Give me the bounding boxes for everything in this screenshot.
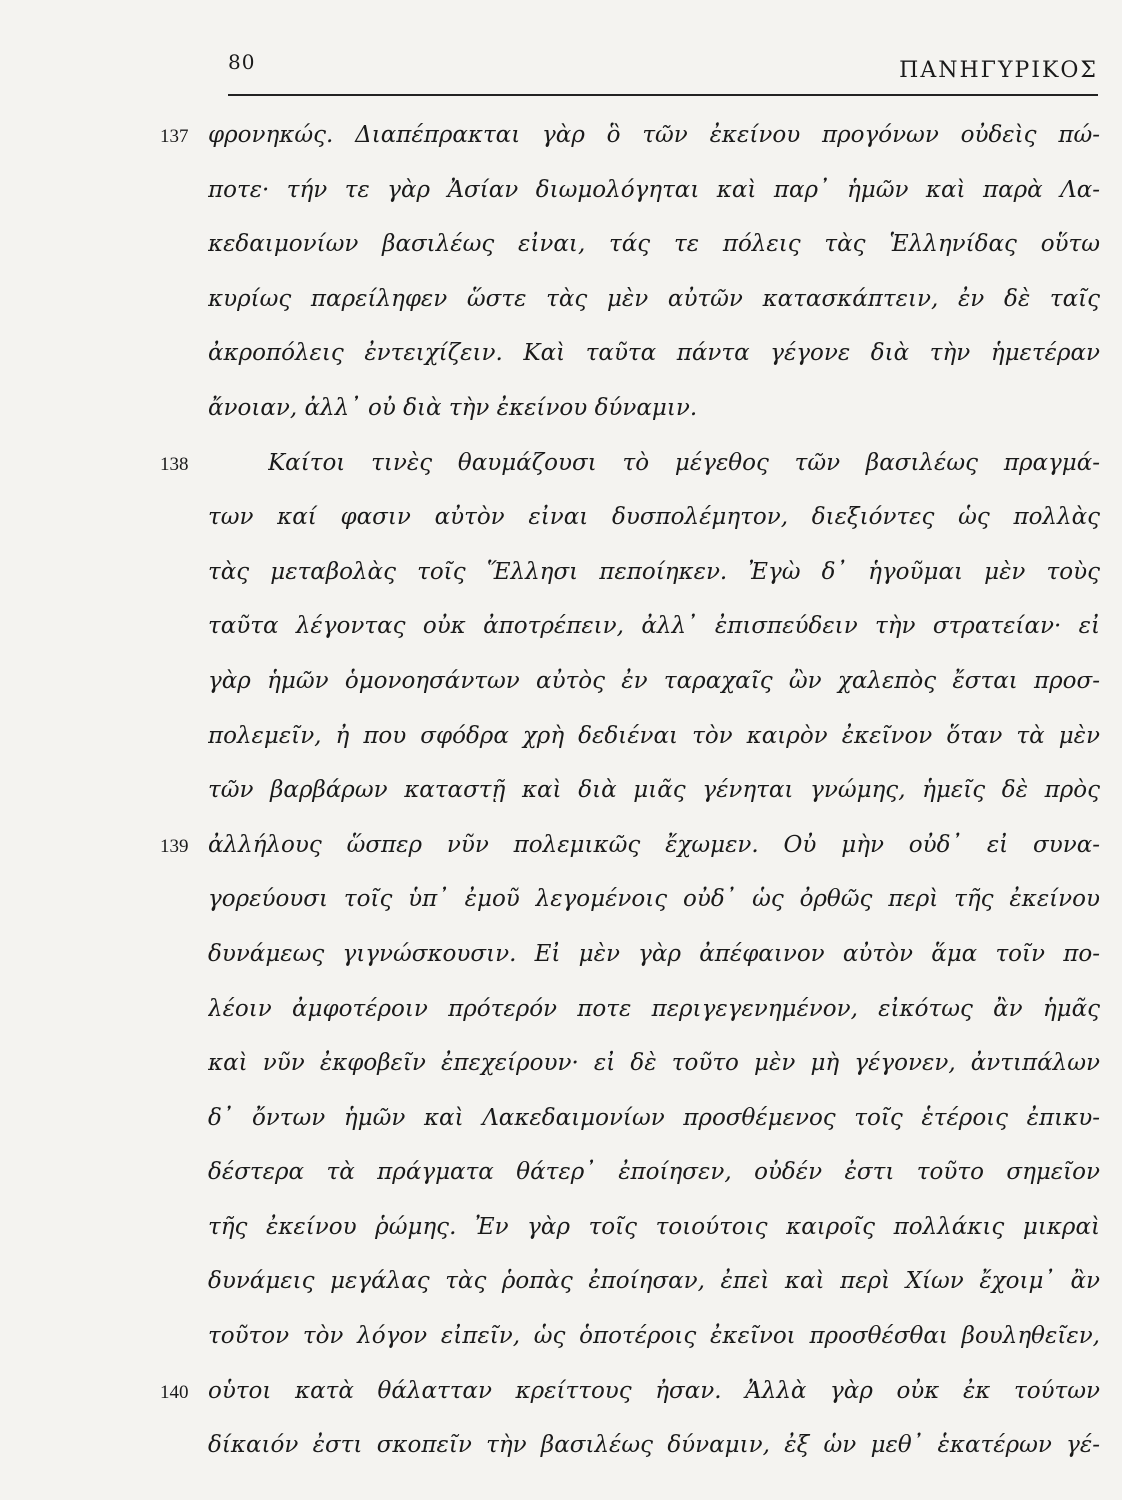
line-text: κυρίως παρείληφεν ὥστε τὰς μὲν αὐτῶν κατασκάπτειν, ἐν δὲ ταῖς [208, 285, 1100, 312]
text-line [160, 1101, 1100, 1156]
text-line [160, 391, 1100, 446]
running-title: ΠΑΝΗΓΥΡΙΚΟΣ [899, 58, 1098, 83]
line-text: κεδαιμονίων βασιλέως εἶναι, τάς τε πόλεις τὰς Ἑλληνίδας οὕτω [208, 231, 1100, 258]
line-text: ἀλλήλους ὥσπερ νῦν πολεμικῶς ἔχωμεν. Οὐ μὴν οὐδ᾽ εἰ συνα- [208, 831, 1100, 858]
text-line [160, 446, 1100, 501]
line-text: τὰς μεταβολὰς τοῖς Ἕλλησι πεποίηκεν. Ἐγὼ δ᾽ ἡγοῦμαι μὲν τοὺς [208, 558, 1100, 585]
line-text: τῆς ἐκείνου ῥώμης. Ἐν γὰρ τοῖς τοιούτοις καιροῖς πολλάκις μικραὶ [208, 1213, 1100, 1240]
section-number: 137 [160, 126, 189, 147]
text-line [160, 828, 1100, 883]
line-text: δυνάμεως γιγνώσκουσιν. Εἰ μὲν γὰρ ἀπέφαινον αὐτὸν ἅμα τοῖν πο- [208, 940, 1100, 967]
line-text: Καίτοι τινὲς θαυμάζουσι τὸ μέγεθος τῶν βασιλέως πραγμά- [268, 449, 1100, 476]
text-line [160, 937, 1100, 992]
text-line [160, 500, 1100, 555]
line-text: ἀκροπόλεις ἐντειχίζειν. Καὶ ταῦτα πάντα γέγονε διὰ τὴν ἡμετέραν [208, 340, 1100, 367]
line-text: καὶ νῦν ἐκφοβεῖν ἐπεχείρουν· εἰ δὲ τοῦτο μὲν μὴ γέγονεν, ἀντιπάλων [208, 1050, 1100, 1077]
body-text [160, 118, 1100, 1483]
line-text: γορεύουσι τοῖς ὑπ᾽ ἐμοῦ λεγομένοις οὐδ᾽ ὡς ὀρθῶς περὶ τῆς ἐκείνου [208, 886, 1100, 913]
text-line [160, 719, 1100, 774]
text-line [160, 1046, 1100, 1101]
line-text: γὰρ ἡμῶν ὁμονοησάντων αὐτὸς ἐν ταραχαῖς ὢν χαλεπὸς ἔσται προσ- [208, 667, 1100, 694]
text-line [160, 1264, 1100, 1319]
page-header [228, 44, 1098, 96]
line-text: τοῦτον τὸν λόγον εἰπεῖν, ὡς ὁποτέροις ἐκεῖνοι προσθέσθαι βουληθεῖεν, [208, 1323, 1100, 1350]
section-number: 138 [160, 453, 189, 475]
text-line [160, 555, 1100, 610]
line-text: των καί φασιν αὐτὸν εἶναι δυσπολέμητον, διεξιόντες ὡς πολλὰς [208, 504, 1100, 531]
line-text: φρονηκώς. Διαπέπρακται γὰρ ὃ τῶν ἐκείνου προγόνων οὐδεὶς πώ- [208, 122, 1100, 148]
line-text: ποτε· τήν τε γὰρ Ἀσίαν διωμολόγηται καὶ παρ᾽ ἡμῶν καὶ παρὰ Λα- [208, 176, 1100, 203]
text-line [160, 664, 1100, 719]
text-line [160, 1428, 1100, 1483]
text-line [160, 227, 1100, 282]
section-number: 140 [160, 1381, 189, 1403]
text-line [160, 773, 1100, 828]
page-number: 80 [228, 50, 256, 74]
line-text: δίκαιόν ἐστι σκοπεῖν τὴν βασιλέως δύναμιν, ἐξ ὧν μεθ᾽ ἑκατέρων γέ- [208, 1432, 1100, 1459]
line-text: ταῦτα λέγοντας οὐκ ἀποτρέπειν, ἀλλ᾽ ἐπισπεύδειν τὴν στρατείαν· εἰ [208, 613, 1100, 640]
line-text: δ᾽ ὄντων ἡμῶν καὶ Λακεδαιμονίων προσθέμενος τοῖς ἑτέροις ἐπικυ- [208, 1104, 1100, 1131]
text-line [160, 282, 1100, 337]
section-number: 139 [160, 835, 189, 857]
line-text: τῶν βαρβάρων καταστῇ καὶ διὰ μιᾶς γένηται γνώμης, ἡμεῖς δὲ πρὸς [208, 777, 1100, 804]
line-text: ἄνοιαν, ἀλλ᾽ οὐ διὰ τὴν ἐκείνου δύναμιν. [208, 394, 698, 421]
text-line [160, 609, 1100, 664]
text-line [160, 1155, 1100, 1210]
text-line [160, 992, 1100, 1047]
line-text: δέστερα τὰ πράγματα θάτερ᾽ ἐποίησεν, οὐδέν ἐστι τοῦτο σημεῖον [208, 1159, 1100, 1186]
text-line [160, 1210, 1100, 1265]
line-text: λέοιν ἀμφοτέροιν πρότερόν ποτε περιγεγενημένον, εἰκότως ἂν ἡμᾶς [208, 995, 1100, 1022]
line-text: δυνάμεις μεγάλας τὰς ῥοπὰς ἐποίησαν, ἐπεὶ καὶ περὶ Χίων ἔχοιμ᾽ ἂν [208, 1268, 1100, 1295]
line-text: οὗτοι κατὰ θάλατταν κρείττους ἦσαν. Ἀλλὰ γὰρ οὐκ ἐκ τούτων [208, 1377, 1100, 1404]
text-line [160, 1319, 1100, 1374]
text-line [160, 1374, 1100, 1429]
line-text: πολεμεῖν, ἦ που σφόδρα χρὴ δεδιέναι τὸν καιρὸν ἐκεῖνον ὅταν τὰ μὲν [208, 722, 1100, 749]
text-line [160, 336, 1100, 391]
text-line [160, 882, 1100, 937]
text-line [160, 118, 1100, 173]
text-line [160, 173, 1100, 228]
